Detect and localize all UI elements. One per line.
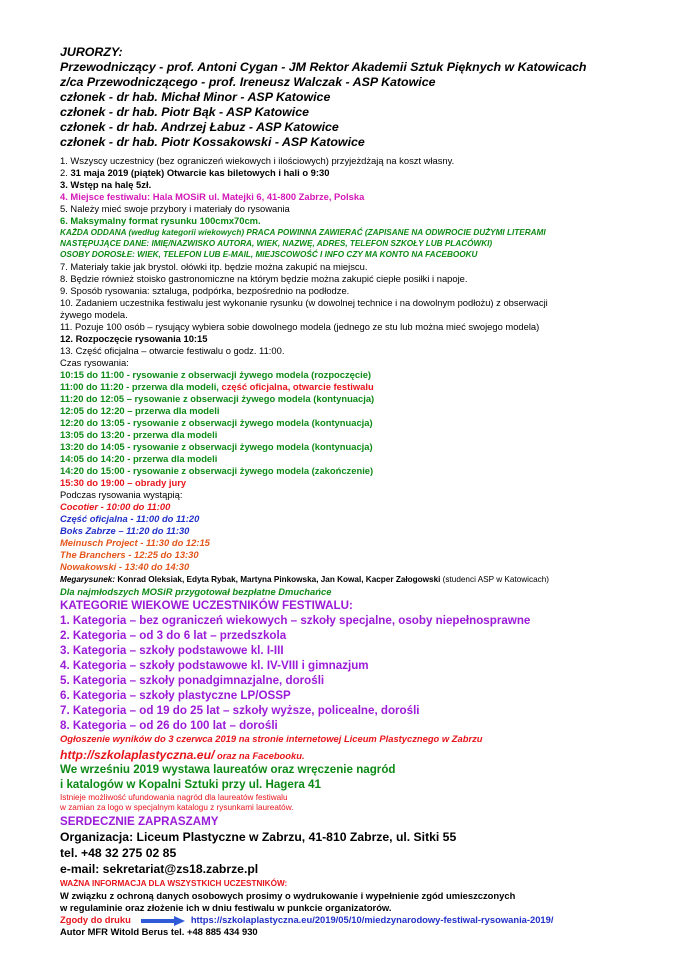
schedule-item: 12:05 do 12:20 – przerwa dla modeli	[60, 405, 220, 416]
performance-item: The Branchers - 12:25 do 13:30	[60, 549, 199, 560]
performance-item: Meinusch Project - 11:30 do 12:15	[60, 537, 210, 548]
arrow-right-icon	[141, 916, 185, 926]
category-item: 6. Kategoria – szkoły plastyczne LP/OSSP	[60, 689, 291, 702]
rule-8: 8. Będzie również stoisko gastronomiczne na którym będzie można zakupić ciepłe posiłki i napoje.	[60, 273, 468, 284]
rule-6-note: OSOBY DOROSŁE: WIEK, TELEFON LUB E-MAIL, MIEJSCOWOŚĆ I INFO CZY MA KONTO NA FACEBOOKU	[60, 250, 478, 259]
rule-1: 1. Wszyscy uczestnicy (bez ograniczeń wiekowych i ilościowych) przyjeżdżają na koszt własny.	[60, 155, 455, 166]
email-line[interactable]: e-mail: sekretariat@zs18.zabrze.pl	[60, 862, 259, 876]
rule-10-cont: żywego modela.	[60, 309, 128, 320]
rule-10: 10. Zadaniem uczestnika festiwalu jest wykonanie rysunku (w dowolnej technice i na dowolnym podłożu) z obserwacji	[60, 297, 548, 308]
organizer-line: Organizacja: Liceum Plastyczne w Zabrzu, 41-810 Zabrze, ul. Sitki 55	[60, 830, 457, 844]
juror-line: Przewodniczący - prof. Antoni Cygan - JM Rektor Akademii Sztuk Pięknych w Katowicach	[60, 60, 587, 74]
juror-line: członek - dr hab. Piotr Bąk - ASP Katowice	[60, 105, 310, 119]
performance-item: Cocotier - 10:00 do 11:00	[60, 501, 171, 512]
megarysunek-names: Konrad Oleksiak, Edyta Rybak, Martyna Pinkowska, Jan Kowal, Kacper Załogowski	[115, 575, 441, 584]
important-line: w regulaminie oraz złożenie ich w dniu festiwalu w punkcie organizatorów.	[60, 902, 392, 913]
schedule-item: 10:15 do 11:00 - rysowanie z obserwacji żywego modela (rozpoczęcie)	[60, 369, 372, 380]
consent-label: Zgody do druku	[60, 914, 131, 925]
category-item: 5. Kategoria – szkoły ponadgimnazjalne, dorośli	[60, 674, 325, 687]
schedule-heading: Czas rysowania:	[60, 357, 129, 368]
schedule-item	[60, 382, 374, 393]
results-link-line	[60, 746, 305, 764]
category-item: 2. Kategoria – od 3 do 6 lat – przedszkola	[60, 629, 287, 642]
results-url-link[interactable]: http://szkolaplastyczna.eu/	[60, 748, 215, 762]
rule-5: 5. Należy mieć swoje przybory i materiały do rysowania	[60, 203, 290, 214]
category-item: 8. Kategoria – od 26 do 100 lat – dorośli	[60, 719, 278, 732]
rule-6: 6. Maksymalny format rysunku 100cmx70cm.	[60, 215, 261, 226]
consent-url-link[interactable]: https://szkolaplastyczna.eu/2019/05/10/miedzynarodowy-festiwal-rysowania-2019/	[190, 914, 554, 925]
schedule-item: 11:20 do 12:05 – rysowanie z obserwacji żywego modela (kontynuacja)	[60, 393, 375, 404]
consent-line	[60, 915, 553, 926]
schedule-jury: 15:30 do 19:00 – obrady jury	[60, 477, 187, 488]
rule-2-prefix: 2.	[60, 167, 71, 178]
schedule-item: 14:05 do 14:20 - przerwa dla modeli	[60, 453, 218, 464]
rule-9: 9. Sposób rysowania: sztaluga, podpórka, bezpośrednio na podłodze.	[60, 285, 350, 296]
megarysunek-line	[60, 575, 549, 584]
megarysunek-label: Megarysunek:	[60, 575, 116, 584]
juror-line: członek - dr hab. Andrzej Łabuz - ASP Katowice	[60, 120, 339, 134]
rule-4-venue: 4. Miejsce festiwalu: Hala MOSiR ul. Matejki 6, 41-800 Zabrze, Polska	[60, 191, 365, 202]
phone-line: tel. +48 32 275 02 85	[60, 846, 177, 860]
category-item: 1. Kategoria – bez ograniczeń wiekowych – szkoły specjalne, osoby niepełnosprawne	[60, 614, 531, 627]
rule-6-note: NASTĘPUJĄCE DANE: IMIĘ/NAZWISKO AUTORA, WIEK, NAZWĘ, ADRES, TELEFON SZKOŁY LUB PLACÓWKI)	[60, 239, 493, 248]
schedule-official-text: część oficjalna, otwarcie festiwalu	[221, 381, 374, 392]
jurors-heading: JURORZY:	[60, 45, 123, 59]
rule-2-date: 31 maja 2019 (piątek) Otwarcie kas biletowych i hali o 9:30	[70, 167, 330, 178]
category-item: 7. Kategoria – od 19 do 25 lat – szkoły wyższe, policealne, dorośli	[60, 704, 420, 717]
kids-note: Dla najmłodszych MOSiR przygotował bezpłatne Dmuchańce	[60, 586, 332, 597]
category-item: 3. Kategoria – szkoły podstawowe kl. I-III	[60, 644, 284, 657]
schedule-item: 13:20 do 14:05 - rysowanie z obserwacji żywego modela (kontynuacja)	[60, 441, 373, 452]
category-item: 4. Kategoria – szkoły podstawowe kl. IV-VIII i gimnazjum	[60, 659, 369, 672]
schedule-item: 14:20 do 15:00 - rysowanie z obserwacji żywego modela (zakończenie)	[60, 465, 374, 476]
important-heading: WAŻNA INFORMACJA DLA WSZYSTKICH UCZESTNIKÓW:	[60, 879, 288, 888]
performance-item: Boks Zabrze – 11:20 do 11:30	[60, 525, 190, 536]
juror-line: członek - dr hab. Michał Minor - ASP Katowice	[60, 90, 331, 104]
rule-6-note: KAŻDA ODDANA (według kategorii wiekowych) PRACA POWINNA ZAWIERAĆ (ZAPISANE NA ODWROCIE DUŻYMI LITERAMI	[60, 228, 546, 237]
rule-12: 12. Rozpoczęcie rysowania 10:15	[60, 333, 208, 344]
juror-line: członek - dr hab. Piotr Kossakowski - ASP Katowice	[60, 135, 365, 149]
author-line: Autor MFR Witold Berus tel. +48 885 434 930	[60, 926, 258, 937]
results-url-suffix: oraz na Facebooku.	[214, 750, 305, 761]
juror-line: z/ca Przewodniczącego - prof. Ireneusz Walczak - ASP Katowice	[60, 75, 436, 89]
schedule-break-text: 11:00 do 11:20 - przerwa dla modeli,	[60, 381, 222, 392]
schedule-item: 12:20 do 13:05 - rysowanie z obserwacji żywego modela (kontynuacja)	[60, 417, 373, 428]
categories-heading: KATEGORIE WIEKOWE UCZESTNIKÓW FESTIWALU:	[60, 599, 353, 612]
performance-item: Nowakowski - 13:40 do 14:30	[60, 561, 190, 572]
performance-item: Część oficjalna - 11:00 do 11:20	[60, 513, 200, 524]
schedule-item: 13:05 do 13:20 - przerwa dla modeli	[60, 429, 218, 440]
sponsor-note: w zamian za logo w specjalnym katalogu z rysunkami laureatów.	[60, 803, 294, 812]
rule-3: 3. Wstęp na halę 5zł.	[60, 179, 152, 190]
results-announcement: Ogłoszenie wyników do 3 czerwca 2019 na stronie internetowej Liceum Plastycznego w Zabrzu	[60, 733, 483, 744]
performances-heading: Podczas rysowania wystąpią:	[60, 489, 183, 500]
invite-heading: SERDECZNIE ZAPRASZAMY	[60, 815, 219, 828]
exhibition-line: i katalogów w Kopalni Sztuki przy ul. Hagera 41	[60, 778, 321, 791]
rule-7: 7. Materiały takie jak brystol. ołówki itp. będzie można zakupić na miejscu.	[60, 261, 368, 272]
megarysunek-note: (studenci ASP w Katowicach)	[440, 575, 550, 584]
rule-13: 13. Część oficjalna – otwarcie festiwalu o godz. 11:00.	[60, 345, 285, 356]
rule-11: 11. Pozuje 100 osób – rysujący wybiera sobie dowolnego modela (jednego ze stu lub można mieć swojego modela)	[60, 321, 540, 332]
sponsor-note: Istnieje możliwość ufundowania nagród dla laureatów festiwalu	[60, 793, 288, 802]
exhibition-line: We wrześniu 2019 wystawa laureatów oraz wręczenie nagród	[60, 763, 396, 776]
rule-2	[60, 168, 329, 179]
important-line: W związku z ochroną danych osobowych prosimy o wydrukowanie i wypełnienie zgód umieszczonych	[60, 890, 516, 901]
